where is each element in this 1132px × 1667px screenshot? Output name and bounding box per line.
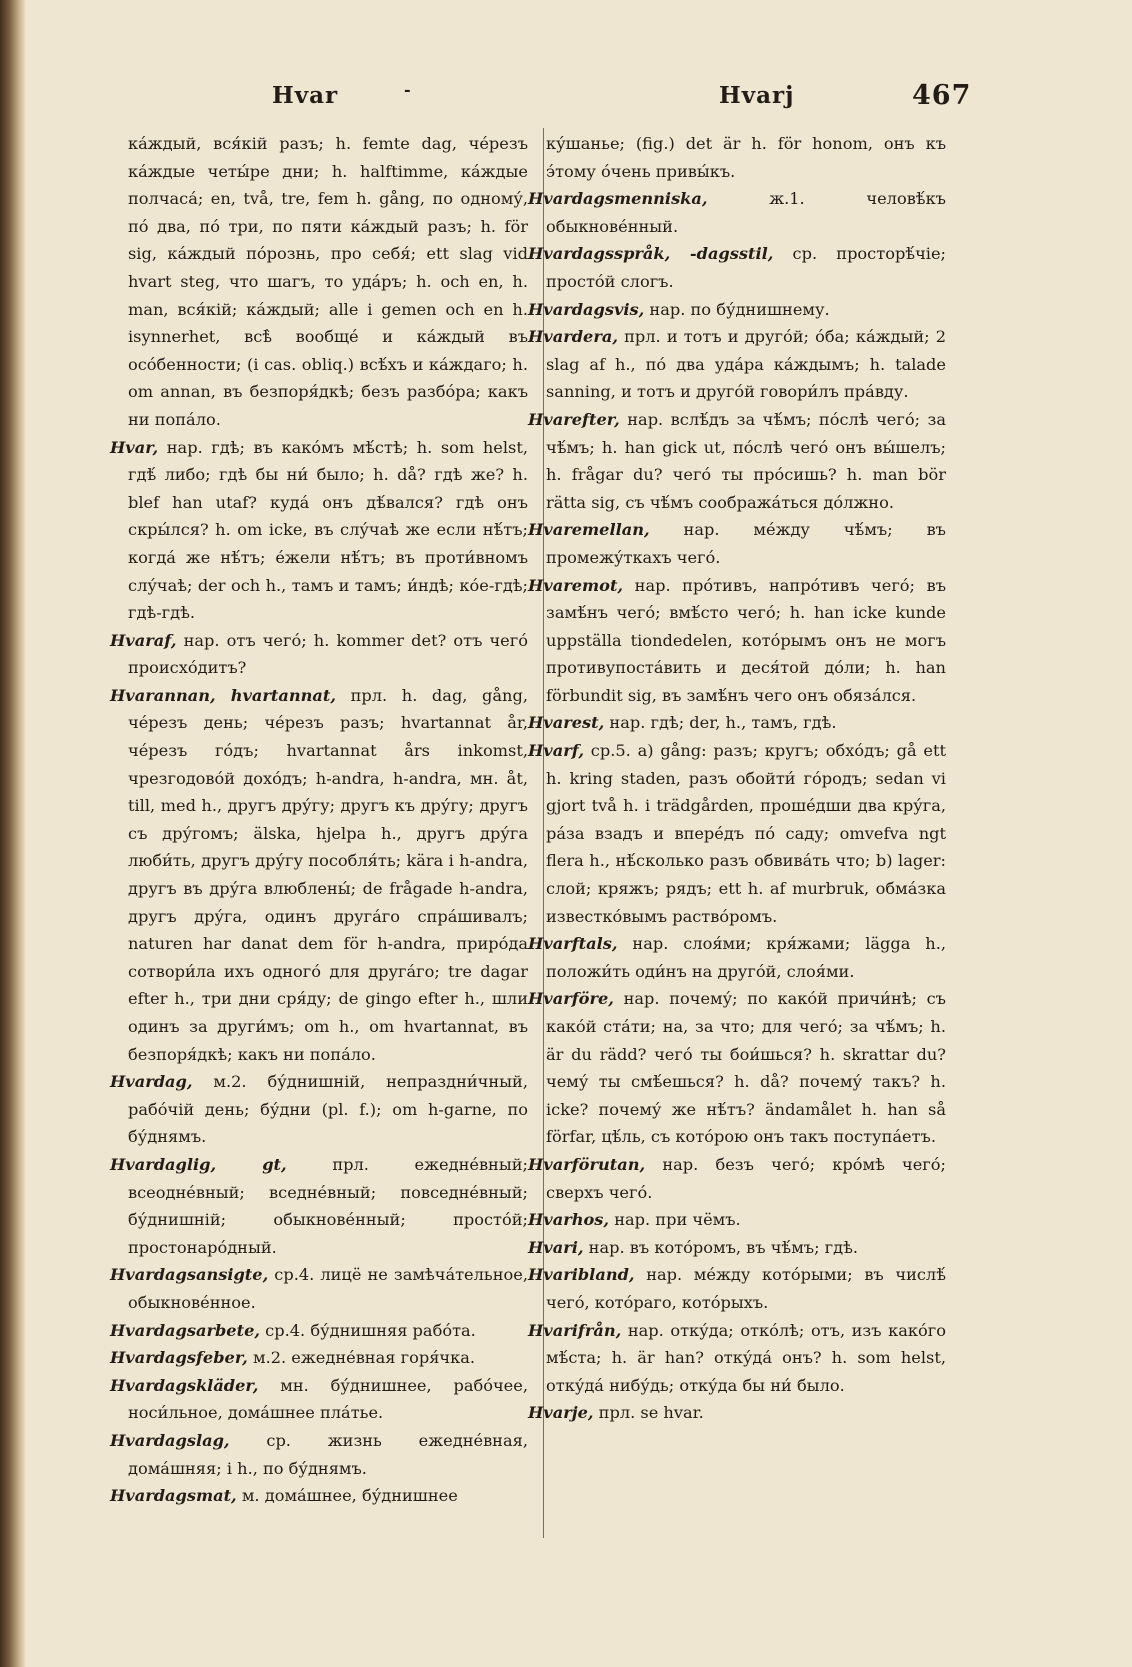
dictionary-entry (110, 1482, 528, 1510)
entry-headword: Hvaraf, (110, 630, 177, 650)
entry-definition: прл. ежедне́вный; всеодне́вный; вседне́вный; повседне́вный; бу́днишній; обыкнове́нный; просто́й; простонаро́дный. (128, 1154, 528, 1257)
entry-headword: Hvarhos, (528, 1210, 610, 1230)
entry-headword: Hvaremot, (528, 575, 624, 595)
entry-definition: нар. ме́жду кото́рыми; въ числѣ́ чего́, кото́раго, кото́рыхъ. (546, 1265, 946, 1312)
dictionary-entry (528, 296, 946, 324)
entry-definition: нар. отъ чего́; h. kommer det? отъ чего́ происхо́дитъ? (128, 630, 528, 678)
header-mark: - (404, 80, 412, 99)
left-column (110, 130, 528, 1510)
left-guide-word: Hvar (272, 82, 339, 109)
entry-definition: нар. слоя́ми; кря́жами; lägga h., положи́ть оди́нъ на друго́й, слоя́ми. (546, 934, 946, 981)
dictionary-entry (528, 709, 946, 737)
entry-headword: Hvardagskläder, (110, 1375, 259, 1395)
dictionary-entry (110, 682, 528, 1068)
entry-definition: нар. гдѣ; въ како́мъ мѣ́стѣ; h. som helst, гдѣ́ либо; гдѣ бы ни́ было; h. då? гдѣ же? h. blef han utaf? куда́ онъ дѣ́вался? гдѣ онъ скры́лся? h. om icke, въ слу́чаѣ же если нѣ́тъ; когда́ же нѣ́тъ; е́жели нѣ́тъ; въ проти́вномъ слу́чаѣ; der och h., тамъ и тамъ; и́ндѣ; ко́е-гдѣ; гдѣ-гдѣ. (128, 437, 528, 623)
dictionary-entry (528, 516, 946, 571)
entry-definition: нар. при чёмъ. (614, 1210, 741, 1230)
entry-headword: Hvarefter, (528, 409, 620, 429)
dictionary-entry (528, 323, 946, 406)
dictionary-entry (528, 572, 946, 710)
entry-definition: ж.1. человѣ́къ обыкнове́нный. (546, 189, 946, 236)
entry-definition: м.2. ежедне́вная горя́чка. (252, 1348, 476, 1368)
entry-headword: Hvarje, (528, 1403, 594, 1423)
entry-headword: Hvaribland, (528, 1265, 635, 1285)
dictionary-entry (110, 1261, 528, 1316)
dictionary-entry (110, 1317, 528, 1345)
dictionary-entry (110, 1344, 528, 1372)
entry-definition: нар. отку́да; отко́лѣ; отъ, изъ како́го мѣ́ста; h. är han? отку́да́ онъ? h. som helst, отку́да́ нибу́дь; отку́да бы ни́ было. (546, 1320, 946, 1395)
dictionary-entry (110, 627, 528, 682)
dictionary-entry (528, 1206, 946, 1234)
page-number: 467 (912, 80, 972, 111)
entry-headword: Hvarest, (528, 713, 605, 733)
entry-definition: нар. ме́жду чѣ́мъ; въ промежу́ткахъ чего́. (546, 520, 946, 567)
entry-definition: ку́шанье; (fig.) det är h. för honom, онъ къ э́тому о́чень привы́къ. (546, 134, 946, 181)
entry-headword: Hvari, (528, 1237, 584, 1257)
entry-headword: Hvarf, (528, 741, 584, 761)
dictionary-entry (528, 985, 946, 1151)
entry-headword: Hvardera, (528, 327, 618, 347)
entry-definition: ср.4. бу́днишняя рабо́та. (265, 1320, 476, 1340)
entry-headword: Hvardag, (110, 1072, 193, 1092)
dictionary-entry (110, 434, 528, 627)
entry-headword: Hvardagsmat, (110, 1486, 237, 1506)
entry-headword: Hvardagslag, (110, 1430, 230, 1450)
page-binding-edge (0, 0, 26, 1667)
entry-definition: м.2. бу́днишній, непраздни́чный, рабо́чій день; бу́дни (pl. f.); om h-garne, по бу́днямъ. (128, 1072, 528, 1147)
right-column (528, 130, 946, 1427)
entry-definition: ср.5. a) gång: разъ; кругъ; обхо́дъ; gå ett h. kring staden, разъ обойти́ го́родъ; sedan vi gjort två h. i trädgården, проше́дши два кру́га, ра́за взадъ и впере́дъ по́ саду; omvefva ngt flera h., нѣ́сколько разъ обвива́ть что; b) lager: слой; кряжъ; рядъ; ett h. af murbruk, обма́зка известко́вымъ раство́ромъ. (546, 741, 947, 926)
entry-definition: нар. про́тивъ, напро́тивъ чего́; въ замѣ́нъ чего́; вмѣ́сто чего́; h. han icke kunde uppställa tiondedelen, кото́рымъ онъ не могъ противупоста́вить и деся́той до́ли; h. han förbundit sig, въ замѣ́нъ чего онъ обяза́лся. (546, 575, 946, 705)
entry-headword: Hvarifrån, (528, 1320, 622, 1340)
dictionary-entry (528, 406, 946, 516)
entry-headword: Hvardagsmenniska, (528, 189, 708, 209)
dictionary-entry (528, 737, 946, 930)
dictionary-entry (528, 240, 946, 295)
dictionary-entry (110, 130, 528, 434)
entry-headword: Hvardagsansigte, (110, 1265, 269, 1285)
entry-definition: нар. почему́; по како́й причи́нѣ; съ како́й ста́ти; на, за что; для чего́; за чѣ́мъ; h. är du rädd? чего́ ты бои́шься? h. skrattar du? чему́ ты смѣ́ешься? h. då? почему́ такъ? h. icke? почему́ же нѣ́тъ? ändamålet h. han så förfar, цѣ́ль, съ кото́рою онъ такъ поступа́етъ. (546, 989, 946, 1147)
dictionary-entry (528, 1261, 946, 1316)
entry-definition: нар. вслѣ́дъ за чѣ́мъ; по́слѣ чего́; за чѣ́мъ; h. han gick ut, по́слѣ чего́ онъ вы́шелъ; h. frågar du? чего́ ты про́сишь? h. man bör rätta sig, съ чѣ́мъ сообража́ться до́лжно. (546, 409, 946, 512)
dictionary-entry (528, 1399, 946, 1427)
entry-definition: ка́ждый, вся́кій разъ; h. femte dag, че́резъ ка́ждые четы́ре дни; h. halftimme, ка́ждые полчаса́; en, två, tre, fem h. gång, по одному́, по́ два, по́ три, по пяти ка́ждый разъ; h. för sig, ка́ждый по́рознь, про себя́; ett slag vid hvart steg, что шагъ, то уда́ръ; h. och en, h. man, вся́кій; ка́ждый; alle i gemen och en h. isynnerhet, всѣ̀ вообще́ и ка́ждый въ осо́бенности; (i cas. obliq.) всѣ́хъ и ка́ждаго; h. om annan, въ безпоря́дкѣ; безъ разбо́ра; какъ ни попа́ло. (128, 134, 528, 429)
entry-definition: мн. бу́днишнее, рабо́чее, носи́льное, дома́шнее пла́тье. (128, 1375, 528, 1423)
dictionary-entry (110, 1151, 528, 1261)
entry-headword: Hvar, (110, 437, 159, 457)
entry-headword: Hvardagsspråk, -dagsstil, (528, 244, 774, 264)
dictionary-entry (528, 130, 946, 185)
dictionary-entry (110, 1372, 528, 1427)
entry-definition: нар. безъ чего́; кро́мѣ чего́; сверхъ чего́. (546, 1154, 946, 1202)
entry-definition: ср. просторѣ́чіе; просто́й слогъ. (546, 244, 946, 291)
entry-headword: Hvardagsvis, (528, 299, 645, 319)
dictionary-entry (528, 1317, 946, 1400)
entry-definition: прл. и тотъ и друго́й; о́ба; ка́ждый; 2 slag af h., по́ два уда́ра ка́ждымъ; h. talade sanning, и тотъ и друго́й говори́лъ пра́вду. (546, 327, 946, 402)
entry-headword: Hvardagsarbete, (110, 1320, 261, 1340)
dictionary-entry (528, 1151, 946, 1206)
page-header (0, 76, 1132, 112)
entry-headword: Hvardaglig, gt, (110, 1154, 287, 1174)
entry-headword: Hvarftals, (528, 934, 618, 954)
entry-definition: нар. гдѣ; der, h., тамъ, гдѣ. (609, 713, 837, 733)
entry-definition: ср. жизнь ежедне́вная, дома́шняя; i h., по бу́днямъ. (128, 1430, 528, 1478)
entry-headword: Hvaremellan, (528, 520, 650, 540)
dictionary-entry (110, 1427, 528, 1482)
entry-definition: прл. h. dag, gång, че́резъ день; че́резъ разъ; hvartannat år, че́резъ го́дъ; hvartannat års inkomst, чрезгодово́й дохо́дъ; h-andra, h-andra, мн. åt, till, med h., другъ дру́гу; другъ къ дру́гу; другъ съ дру́гомъ; älska, hjelpa h., другъ дру́га люби́ть, другъ дру́гу пособля́ть; kära i h-andra, другъ въ дру́га влюблены́; de frågade h-andra, другъ дру́га, одинъ друга́го спра́шивалъ; naturen har danat dem för h-andra, приро́да сотвори́ла ихъ одного́ для друга́го; tre dagar efter h., три дни сря́ду; de gingo efter h., шли одинъ за други́мъ; om h., om hvartannat, въ безпоря́дкѣ; какъ ни попа́ло. (128, 685, 528, 1064)
entry-definition: нар. въ кото́ромъ, въ чѣ́мъ; гдѣ. (588, 1237, 859, 1257)
right-guide-word: Hvarj (719, 82, 795, 109)
dictionary-entry (110, 1068, 528, 1151)
entry-definition: нар. по бу́днишнему. (649, 299, 830, 319)
entry-headword: Hvardagsfeber, (110, 1348, 248, 1368)
entry-definition: м. дома́шнее, бу́днишнее (241, 1486, 458, 1506)
dictionary-entry (528, 1234, 946, 1262)
entry-headword: Hvarförutan, (528, 1154, 646, 1174)
dictionary-entry (528, 930, 946, 985)
entry-definition: ср.4. лицё не замѣча́тельное, обыкнове́нное. (128, 1265, 528, 1312)
entry-definition: прл. se hvar. (598, 1403, 704, 1423)
entry-headword: Hvarföre, (528, 989, 614, 1009)
dictionary-entry (528, 185, 946, 240)
entry-headword: Hvarannan, hvartannat, (110, 685, 337, 705)
